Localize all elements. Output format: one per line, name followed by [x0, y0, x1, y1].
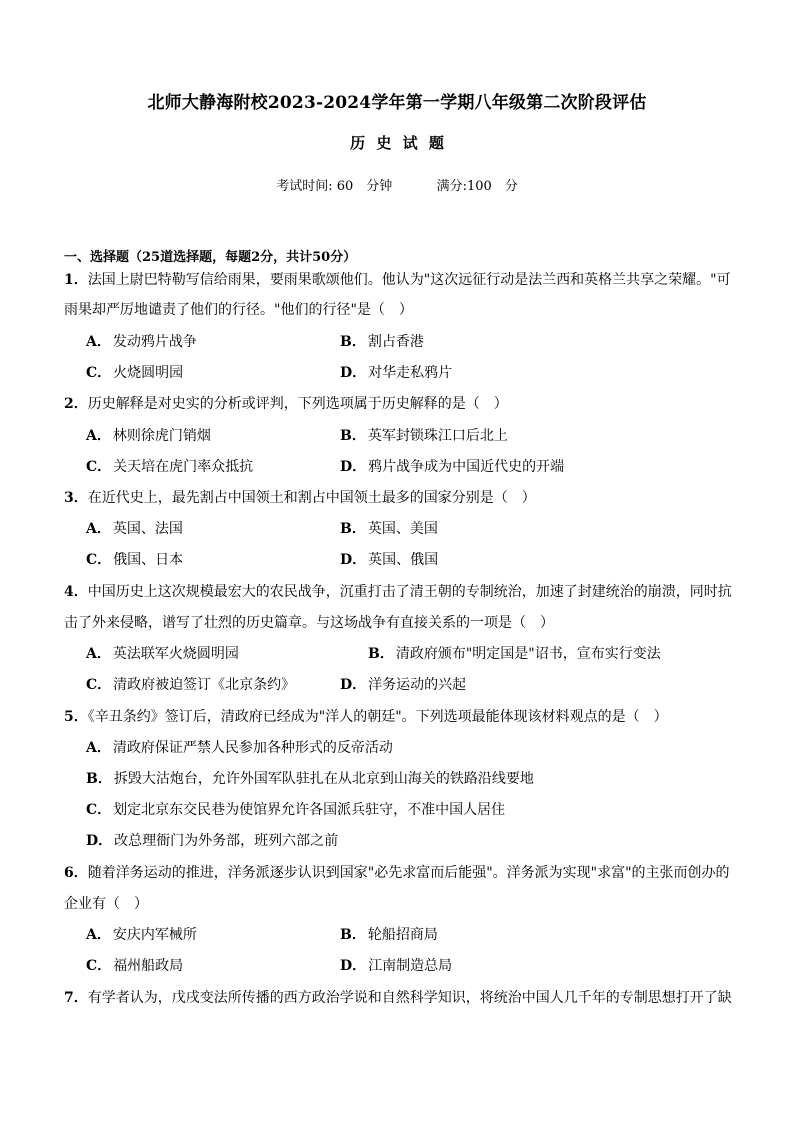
question-5-line-1 — [64, 707, 744, 727]
question-2-option-a[interactable]: A． 林则徐虎门销烟 — [86, 428, 211, 444]
question-2-option-b[interactable]: B． 英军封锁珠江口后北上 — [340, 428, 508, 444]
question-1-number: 1． — [64, 272, 88, 288]
question-2-number: 2． — [64, 396, 88, 412]
question-2-line-1 — [64, 394, 744, 414]
exam-info — [0, 175, 794, 194]
question-1-option-d[interactable]: D． 对华走私鸦片 — [340, 365, 453, 381]
question-1-line-1 — [64, 270, 744, 290]
question-4-line-2: 击了外来侵略，谱写了壮烈的历史篇章。与这场战争有直接关系的一项是（ ） — [64, 615, 554, 631]
question-6-stem: 随着洋务运动的推进，洋务派逐步认识到国家"必先求富而后能强"。洋务派为实现"求富"的主张而创办的 — [87, 865, 730, 881]
question-6-line-2: 企业有（ ） — [64, 896, 148, 912]
question-6-option-d[interactable]: D． 江南制造总局 — [340, 958, 453, 974]
question-2-option-d[interactable]: D． 鸦片战争成为中国近代史的开端 — [340, 459, 565, 475]
question-5-option-c[interactable]: C． 划定北京东交民巷为使馆界允许各国派兵驻守，不准中国人居住 — [86, 802, 506, 818]
exam-subject: 历 史 试 题 — [350, 134, 444, 152]
question-1-option-c[interactable]: C． 火烧圆明园 — [86, 365, 184, 381]
question-4-number: 4． — [64, 584, 88, 600]
section-heading: 一、选择题（25道选择题，每题2分，共计50分） — [64, 250, 357, 265]
question-4-option-a[interactable]: A． 英法联军火烧圆明园 — [86, 646, 239, 662]
question-4-option-d[interactable]: D． 洋务运动的兴起 — [340, 677, 467, 693]
question-6-number: 6． — [64, 865, 88, 881]
question-3-option-a[interactable]: A． 英国、法国 — [86, 521, 183, 537]
question-1-option-b[interactable]: B． 割占香港 — [340, 334, 424, 350]
question-7-line-1 — [64, 988, 744, 1008]
question-6-line-1 — [64, 863, 744, 883]
question-1-line-2: 雨果却严厉地谴责了他们的行径。"他们的行径"是（ ） — [64, 302, 413, 318]
question-5-option-d[interactable]: D． 改总理衙门为外务部，班列六部之前 — [86, 833, 339, 849]
question-5-number: 5． — [64, 709, 88, 725]
question-3-line-1 — [64, 488, 744, 508]
question-1-option-a[interactable]: A． 发动鸦片战争 — [86, 334, 197, 350]
question-1-stem: 法国上尉巴特勒写信给雨果，要雨果歌颂他们。他认为"这次远征行动是法兰西和英格兰共享之荣耀。"可 — [87, 272, 731, 288]
exam-score: 满分:100 分 — [436, 179, 518, 194]
question-5-option-b[interactable]: B． 拆毁大沽炮台，允许外国军队驻扎在从北京到山海关的铁路沿线要地 — [86, 771, 534, 787]
question-4-option-b[interactable]: B． 清政府颁布"明定国是"诏书，宣布实行变法 — [368, 646, 661, 662]
question-3-number: 3． — [64, 490, 88, 506]
question-5-option-a[interactable]: A． 清政府保证严禁人民参加各种形式的反帝活动 — [86, 740, 393, 756]
question-3-option-c[interactable]: C． 俄国、日本 — [86, 552, 184, 568]
question-3-stem: 在近代史上，最先割占中国领土和割占中国领土最多的国家分别是（ ） — [87, 490, 536, 506]
question-6-option-b[interactable]: B． 轮船招商局 — [340, 927, 438, 943]
exam-time: 考试时间: 60 分钟 — [276, 179, 393, 194]
question-4-option-c[interactable]: C． 清政府被迫签订《北京条约》 — [86, 677, 296, 693]
question-5-stem: 《辛丑条约》签订后，清政府已经成为"洋人的朝廷"。下列选项最能体现该材料观点的是（ ） — [87, 709, 668, 725]
question-2-option-c[interactable]: C． 关天培在虎门率众抵抗 — [86, 459, 254, 475]
question-7-number: 7． — [64, 990, 88, 1006]
question-3-option-d[interactable]: D． 英国、俄国 — [340, 552, 439, 568]
question-4-line-1 — [64, 582, 744, 602]
question-7-stem: 有学者认为，戊戌变法所传播的西方政治学说和自然科学知识，将统治中国人几千年的专制思想打开了缺 — [87, 990, 732, 1006]
question-6-option-a[interactable]: A． 安庆内军械所 — [86, 927, 197, 943]
question-2-stem: 历史解释是对史实的分析或评判，下列选项属于历史解释的是（ ） — [87, 396, 508, 412]
exam-title: 北师大静海附校2023-2024学年第一学期八年级第二次阶段评估 — [147, 93, 647, 113]
question-6-option-c[interactable]: C． 福州船政局 — [86, 958, 184, 974]
question-3-option-b[interactable]: B． 英国、美国 — [340, 521, 438, 537]
question-4-stem: 中国历史上这次规模最宏大的农民战争，沉重打击了清王朝的专制统治，加速了封建统治的崩溃，同时抗 — [87, 584, 732, 600]
